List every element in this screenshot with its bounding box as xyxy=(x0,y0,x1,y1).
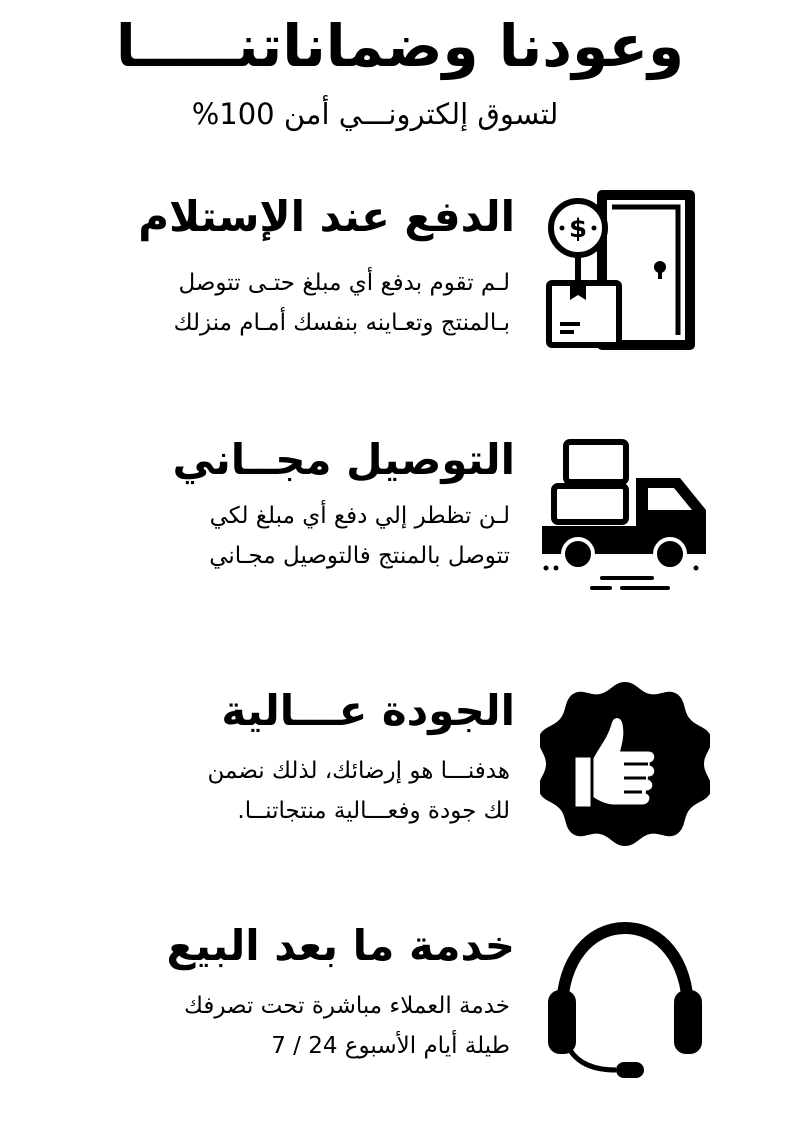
feature-free-delivery xyxy=(0,420,800,640)
headset-icon xyxy=(540,910,710,1080)
feature-title: الدفع عند الإستلام xyxy=(138,192,515,241)
feature-description-line: لـم تقوم بدفع أي مبلغ حتـى تتوصل xyxy=(178,270,510,296)
svg-text:$: $ xyxy=(568,214,588,244)
feature-description xyxy=(90,263,510,343)
feature-description xyxy=(90,751,510,831)
feature-high-quality xyxy=(0,675,800,895)
feature-title: الجودة عـــالية xyxy=(221,686,515,735)
feature-description-line: طيلة أيام الأسبوع 24 / 7 xyxy=(271,1033,510,1059)
feature-description-line: لـن تظطر إلي دفع أي مبلغ لكي xyxy=(209,503,510,529)
cash-on-delivery-icon xyxy=(540,185,710,355)
feature-title: التوصيل مجــاني xyxy=(172,435,515,484)
feature-after-sale-service xyxy=(0,910,800,1130)
feature-description-line: هدفنـــا هو إرضائك، لذلك نضمن xyxy=(207,758,510,784)
feature-description xyxy=(90,986,510,1066)
page-title: وعودنا وضماناتنـــــا xyxy=(115,12,685,80)
page-subtitle: لتسوق إلكترونـــي أمن 100% xyxy=(191,97,559,131)
feature-title: خدمة ما بعد البيع xyxy=(166,921,515,970)
feature-description-line: لك جودة وفعـــالية منتجاتنــا. xyxy=(237,798,510,824)
feature-description-line: تتوصل بالمنتج فالتوصيل مجـاني xyxy=(209,543,510,569)
feature-cash-on-delivery xyxy=(0,185,800,405)
feature-description-line: خدمة العملاء مباشرة تحت تصرفك xyxy=(183,993,510,1019)
delivery-truck-icon xyxy=(540,428,710,598)
thumbs-up-badge-icon xyxy=(540,680,710,850)
feature-description-line: بـالمنتج وتعـاينه بنفسك أمـام منزلك xyxy=(173,310,510,336)
feature-description xyxy=(90,496,510,576)
